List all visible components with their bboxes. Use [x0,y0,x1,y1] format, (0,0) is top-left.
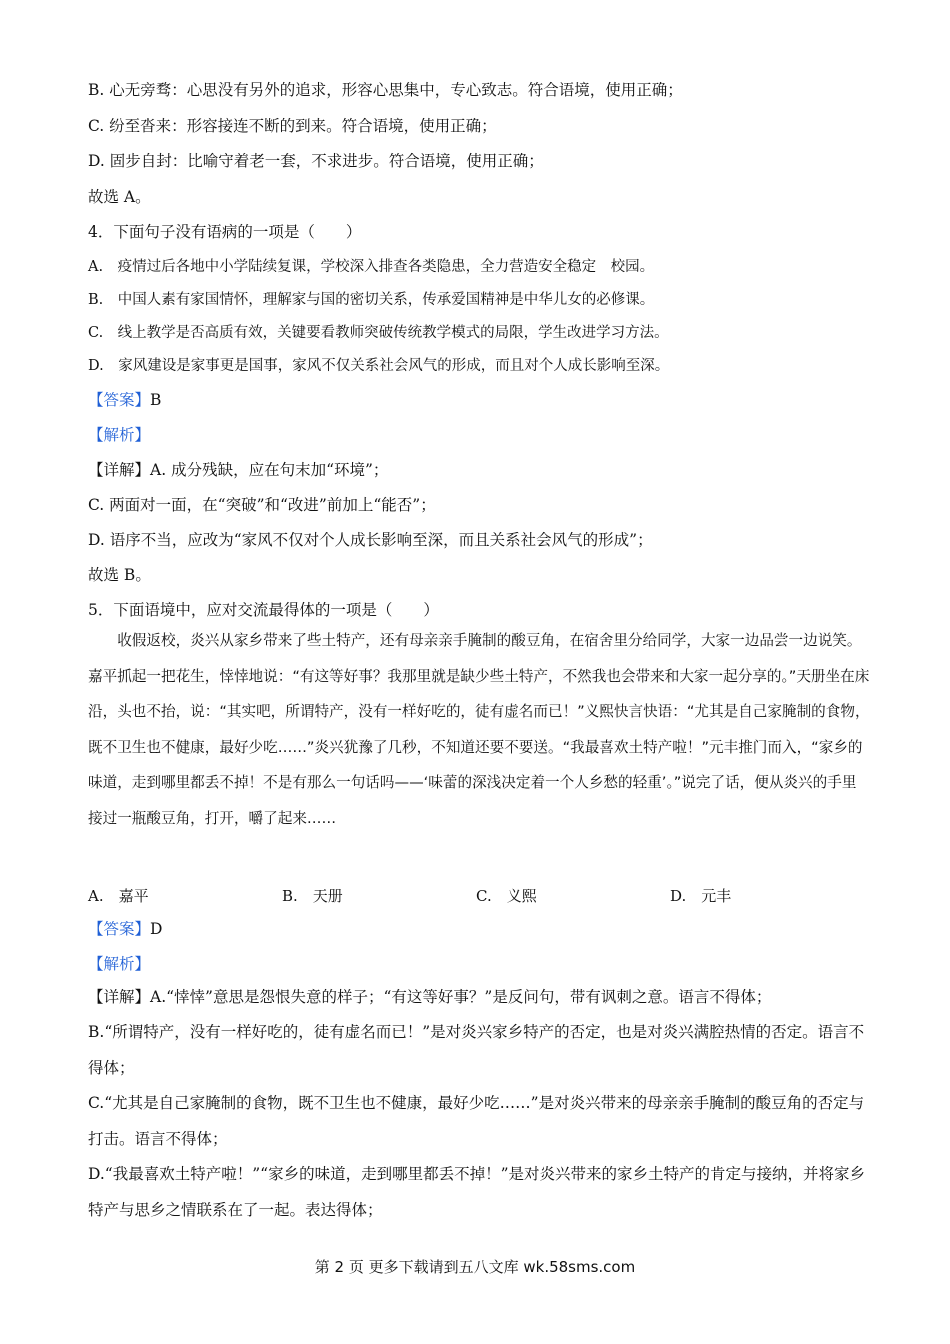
answer-tag: 【答案】 [88,920,151,938]
detail-tag: 【详解】 [88,461,151,479]
question-4-option-b: B. 中国人素有家国情怀，理解家与国的密切关系，传承爱国精神是中华儿女的必修课。 [88,292,655,308]
question-4-conclusion: 故选 B。 [88,566,151,584]
answer-value: D [150,920,163,938]
question-5-answer [88,919,890,939]
question-4-option-a: A. 疫情过后各地中小学陆续复课，学校深入排查各类隐患，全力营造安全稳定 校园。 [88,259,655,275]
option-c-explanation: C. 纷至沓来：形容接连不断的到来。符合语境，使用正确； [88,117,497,135]
question-5-option-b: B. 天册 [282,887,343,905]
question-4-detail-a [88,460,890,480]
question-4-analysis-tag [88,425,890,445]
question-4-option-c: C. 线上教学是否高质有效，关键要看教师突破传统教学模式的局限，学生改进学习方法。 [88,325,669,341]
detail-text: A.“悻悻”意思是怨恨失意的样子；“有这等好事？”是反问句，带有讽刺之意。语言不得体； [150,988,772,1006]
question-5-analysis-tag [88,954,890,974]
question-4-detail-d: D. 语序不当，应改为“家风不仅对个人成长影响至深，而且关系社会风气的形成”； [88,531,653,549]
detail-text: A. 成分残缺，应在句末加“环境”； [150,461,389,479]
question-5-detail-c: C.“尤其是自己家腌制的食物，既不卫生也不健康，最好少吃……”是对炎兴带来的母亲亲手腌制的酸豆角的否定与打击。语言不得体； [88,1094,865,1148]
question-4-detail-c: C. 两面对一面，在“突破”和“改进”前加上“能否”； [88,496,436,514]
answer-conclusion: 故选 A。 [88,188,151,206]
question-5-stem: 5．下面语境中，应对交流最得体的一项是（ ） [88,601,439,619]
detail-tag: 【详解】 [88,988,151,1006]
question-5-option-c: C. 义熙 [476,887,537,905]
question-5-option-d: D. 元丰 [670,887,732,905]
option-b-explanation: B. 心无旁骛：心思没有另外的追求，形容心思集中，专心致志。符合语境，使用正确； [88,81,683,99]
question-4-stem: 4．下面句子没有语病的一项是（ ） [88,223,362,241]
question-5-detail-d: D.“我最喜欢土特产啦！”“家乡的味道，走到哪里都丢不掉！”是对炎兴带来的家乡土特产的肯定与接纳，并将家乡特产与思乡之情联系在了一起。表达得体； [88,1165,866,1219]
answer-tag: 【答案】 [88,391,151,409]
question-5-detail-a [88,980,870,1016]
question-5-detail-b: B.“所谓特产，没有一样好吃的，徒有虚名而已！”是对炎兴家乡特产的否定，也是对炎兴满腔热情的否定。语言不得体； [88,1023,865,1077]
answer-value: B [150,391,162,409]
analysis-tag: 【解析】 [88,426,151,444]
analysis-tag: 【解析】 [88,955,151,973]
question-4-option-d: D. 家风建设是家事更是国事，家风不仅关系社会风气的形成，而且对个人成长影响至深。 [88,358,670,374]
page-footer: 第 2 页 更多下载请到五八文库 wk.58sms.com [314,1258,636,1276]
question-4-answer [88,390,890,410]
question-5-passage: 收假返校，炎兴从家乡带来了些土特产，还有母亲亲手腌制的酸豆角，在宿舍里分给同学，大家一边品尝一边说笑。嘉平抓起一把花生，悻悻地说：“有这等好事？我那里就是缺少些土特产，不然我也会带来和大家一起分享的。”天册坐在床沿，头也不抬，说：“其实吧，所谓特产，没有一样好吃的，徒有虚名而已！”义熙快言快语：“尤其是自己家腌制的食物，既不卫生也不健康，最好少吃……”炎兴犹豫了几秒，不知道还要不要送。“我最喜欢土特产啦！”元丰推门而入，“家乡的味道，走到哪里都丢不掉！不是有那么一句话吗——‘味蕾的深浅决定着一个人乡愁的轻重’。”说完了话，便从炎兴的手里接过一瓶酸豆角，打开，嚼了起来…… [88,632,870,827]
option-d-explanation: D. 固步自封：比喻守着老一套，不求进步。符合语境，使用正确； [88,152,544,170]
question-5-option-a: A. 嘉平 [88,887,149,905]
